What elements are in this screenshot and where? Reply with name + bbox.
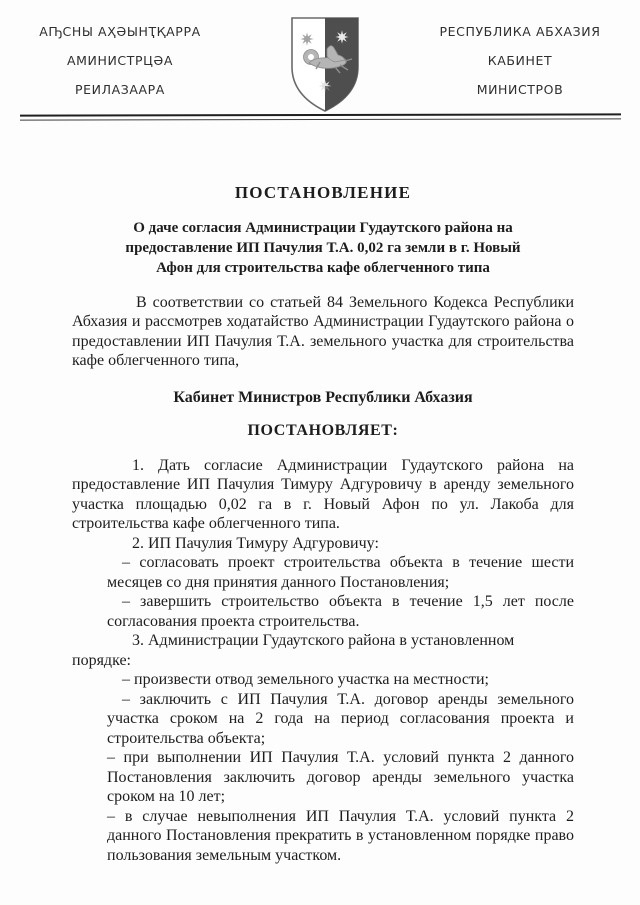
letterhead-line: РЕСПУБЛИКА АБХАЗИЯ [439,24,601,39]
doc-title: ПОСТАНОВЛЕНИЕ [234,183,412,202]
doc-authority: Кабинет Министров Республики Абхазия [173,388,473,406]
doc-subject: О даче согласия Администрации Гудаутского района на предоставление ИП Пачулия Т.А. 0,02 га земли в г. Новый Афон для строительства кафе облегченного типа [125,219,521,276]
resolution-item: – в случае невыполнения ИП Пачулия Т.А. условий пункта 2 данного Постановления прекратить в установленном порядке право пользования земельным участком. [107,807,574,864]
resolution-items [72,456,574,866]
letterhead-line: МИНИСТРОВ [476,82,564,97]
document-body [72,183,574,865]
letterhead-line: АМИНИСТРЦӘА [66,53,174,68]
resolution-item: – согласовать проект строительства объекта в течение шести месяцев со дня принятия данного Постановления; [107,554,574,591]
doc-preamble: В соответствии со статьей 84 Земельного Кодекса Республики Абхазия и рассмотрев ходатайство Администрации Гудаутского района о предоставлении ИП Пачулия Т.А. земельного участка для строительства кафе облегченного типа, [72,293,574,369]
letterhead-right [414,25,626,112]
resolution-item: – завершить строительство объекта в течение 1,5 лет после согласования проекта строительства. [107,593,574,630]
letterhead-line: АҦСНЫ АҲӘЫНҬҚАРРА [39,24,201,39]
letterhead-left [14,25,226,112]
resolution-item: – заключить с ИП Пачулия Т.А. договор аренды земельного участка сроком на 2 года на период согласования проекта и строительства объекта; [107,690,574,747]
letterhead-line: РЕИЛАЗААРА [75,82,165,97]
letterhead-line: КАБИНЕТ [487,53,553,68]
resolution-item: 1. Дать согласие Администрации Гудаутского района на предоставление ИП Пачулия Тимуру Адгуровичу в аренду земельного участка площадью 0,02 га в г. Новый Афон по ул. Лакоба для строительства кафе облегченного типа. [72,456,574,532]
resolution-item: 2. ИП Пачулия Тимуру Адгуровичу: [132,534,379,552]
resolution-item: – при выполнении ИП Пачулия Т.А. условий пункта 2 данного Постановления заключить договор аренды земельного участка сроком на 10 лет; [107,749,574,805]
abkhazia-coat-of-arms-icon [287,15,363,115]
resolution-item: – произвести отвод земельного участка на местности; [122,671,489,688]
doc-resolves: ПОСТАНОВЛЯЕТ: [247,422,399,439]
resolution-item: 3. Администрации Гудаутского района в установленном порядке: [72,632,515,669]
letterhead-rule [20,113,621,120]
